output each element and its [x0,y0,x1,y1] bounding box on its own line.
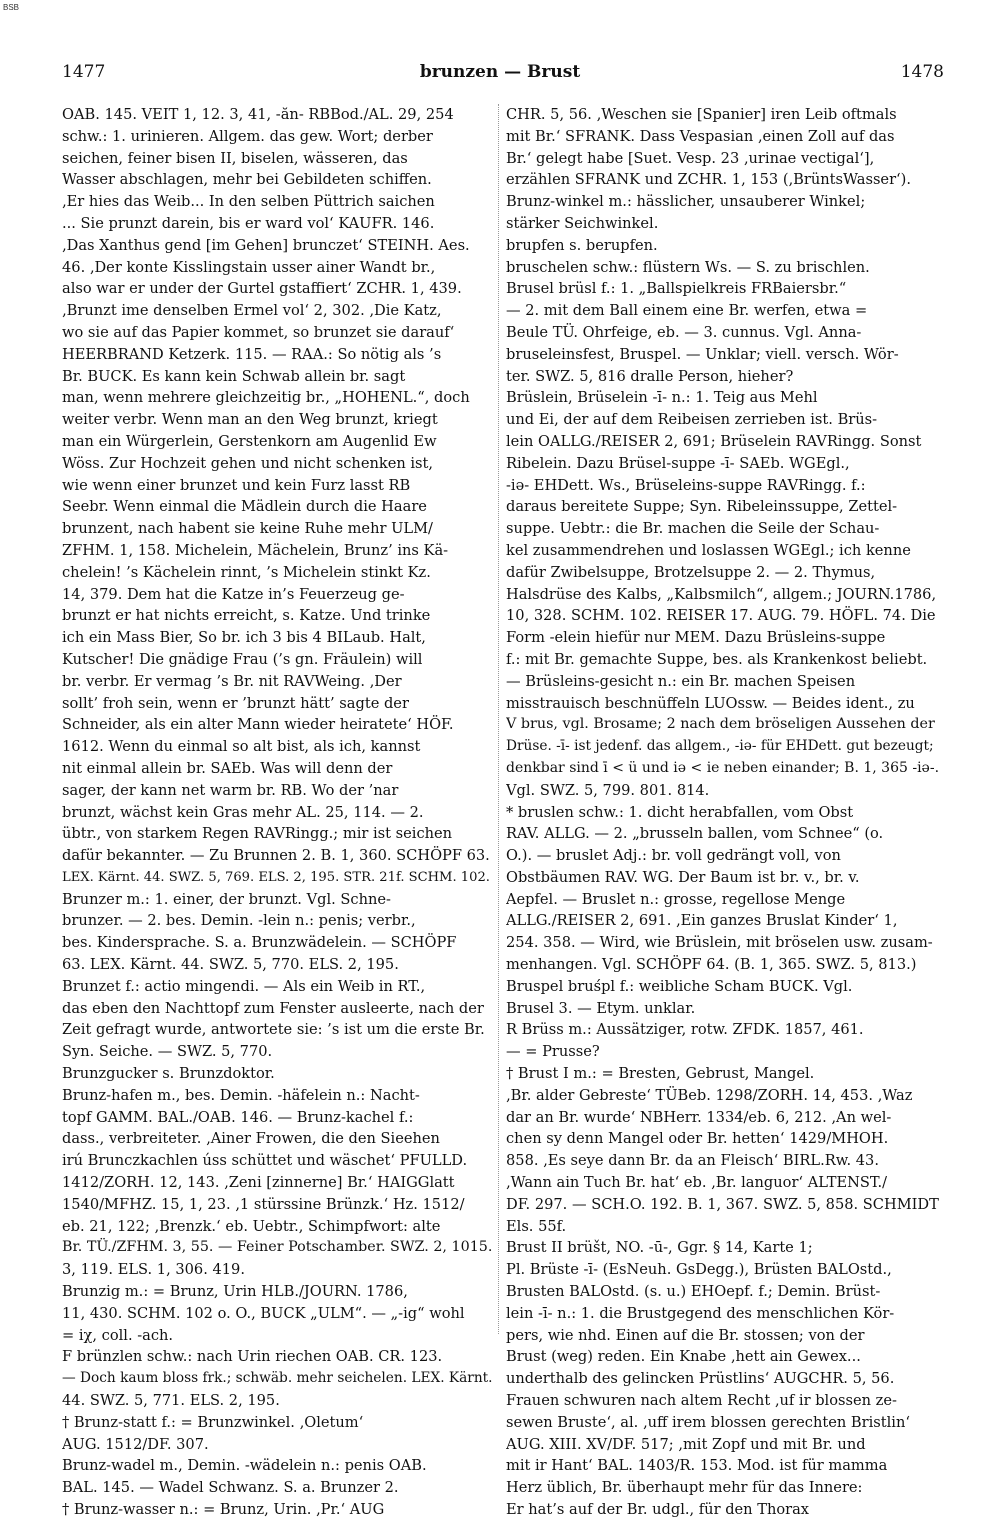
text-line: Frauen schwuren nach altem Recht ‚uf ir blossen ze- [506,1392,897,1410]
text-line: R Brüss m.: Aussätziger, rotw. ZFDK. 1857, 461. [506,1021,864,1039]
text-line: Herz üblich, Br. überhaupt mehr für das Innere: [506,1479,863,1497]
text-line: Obstbäumen RAV. WG. Der Baum ist br. v., br. v. [506,868,860,886]
text-line: lein -ī- n.: 1. die Brustgegend des menschlichen Kör- [506,1304,895,1322]
text-line: seichen, feiner bisen II, biselen, wässeren, das [62,149,408,167]
text-line: 10, 328. SCHM. 102. REISER 17. AUG. 79. HÖFL. 74. Die [506,607,936,625]
text-line: eb. 21, 122; ‚Brenzk.‘ eb. Uebtr., Schimpfwort: alte [62,1217,441,1235]
text-line: Brunz-hafen m., bes. Demin. -häfelein n.: Nacht- [62,1086,420,1104]
text-line: Brusten BALOstd. (s. u.) EHOepf. f.; Demin. Brüst- [506,1283,881,1301]
text-line: Kutscher! Die gnädige Frau (’s gn. Fräulein) will [62,650,423,668]
text-line: mit ir Hant‘ BAL. 1403/R. 153. Mod. ist für mamma [506,1457,888,1475]
text-line: Beule TÜ. Ohrfeige, eb. — 3. cunnus. Vgl. Anna- [506,323,862,341]
text-line: Brunz-winkel m.: hässlicher, unsauberer Winkel; [506,193,866,211]
text-line: AUG. 1512/DF. 307. [62,1435,209,1453]
text-line: — 2. mit dem Ball einem eine Br. werfen, etwa = [506,302,868,320]
text-line: 14, 379. Dem hat die Katze in’s Feuerzeug ge- [62,585,405,603]
text-line: ... Sie prunzt darein, bis er ward vol‘ KAUFR. 146. [62,214,435,232]
text-line: Brunzet f.: actio mingendi. — Als ein Weib in RT., [62,977,426,995]
text-line: brunzer. — 2. bes. Demin. -lein n.: penis; verbr., [62,912,416,930]
text-line: AUG. XIII. XV/DF. 517; ‚mit Zopf und mit Br. und [506,1435,866,1453]
text-line: Els. 55f. [506,1217,567,1235]
text-line: 46. ‚Der konte Kisslingstain usser ainer Wandt br., [62,258,436,276]
text-line: Syn. Seiche. — SWZ. 5, 770. [62,1043,273,1061]
text-line: Brunzgucker s. Brunzdoktor. [62,1065,275,1083]
text-line: ter. SWZ. 5, 816 dralle Person, hieher? [506,367,794,385]
text-line: irú Brunczkachlen úss schüttet und wäschet‘ PFULLD. [62,1152,468,1170]
text-line: Brunzer m.: 1. einer, der brunzt. Vgl. Schne- [62,890,391,908]
text-line: chelein! ’s Kächelein rinnt, ’s Michelein stinkt Kz. [62,563,431,581]
text-line: HEERBRAND Ketzerk. 115. — RAA.: So nötig als ’s [62,345,442,363]
text-line: 858. ‚Es seye dann Br. da an Fleisch‘ BIRL.Rw. 43. [506,1152,879,1170]
text-line: — Brüsleins-gesicht n.: ein Br. machen Speisen [506,672,856,690]
text-line: 11, 430. SCHM. 102 o. O., BUCK „ULM“. — „-ig“ wohl [62,1304,465,1322]
text-line: underthalb des gelincken Prüstlins‘ AUGCHR. 5, 56. [506,1370,895,1388]
text-line: Br.‘ gelegt habe [Suet. Vesp. 23 ‚urinae vectigal‘], [506,149,875,167]
text-line: Schneider, als ein alter Mann wieder heiratete‘ HÖF. [62,716,454,734]
text-line: Drüse. -ī- ist jedenf. das allgem., -iə- für EHDett. gut bezeugt; [506,738,934,755]
text-line: Bruspel bruśpl f.: weibliche Scham BUCK. Vgl. [506,977,853,995]
text-line: Vgl. SWZ. 5, 799. 801. 814. [506,781,710,799]
library-stamp: BSB [3,3,20,12]
text-line: Br. TÜ./ZFHM. 3, 55. — Feiner Potschamber. SWZ. 2, 1015. [62,1239,493,1256]
text-line: lein OALLG./REISER 2, 691; Brüselein RAVRingg. Sonst [506,432,922,450]
text-line: dar an Br. wurde‘ NBHerr. 1334/eb. 6, 212. ‚An wel- [506,1108,892,1126]
text-line: -iə- EHDett. Ws., Brüseleins-suppe RAVRingg. f.: [506,476,866,494]
text-line: man ein Würgerlein, Gerstenkorn am Augenlid Ew [62,432,437,450]
text-line: sollt’ froh sein, wenn er ’brunzt hätt’ sagte der [62,694,409,712]
text-line: daraus bereitete Suppe; Syn. Ribeleinssuppe, Zettel- [506,498,898,516]
text-line: CHR. 5, 56. ‚Weschen sie [Spanier] iren Leib oftmals [506,106,897,123]
text-line: † Brunz-statt f.: = Brunzwinkel. ‚Oletum‘ [62,1413,364,1431]
text-line: br. verbr. Er vermag ’s Br. nit RAVWeing. ‚Der [62,672,402,690]
text-line: schw.: 1. urinieren. Allgem. das gew. Wort; derber [62,127,433,145]
right-column [506,104,942,1521]
text-line: ‚Wann ain Tuch Br. hat‘ eb. ‚Br. languor‘ ALTENST./ [506,1174,888,1192]
text-line: OAB. 145. VEIT 1, 12. 3, 41, -ăn- RBBod./AL. 29, 254 [62,106,454,123]
text-line: topf GAMM. BAL./OAB. 146. — Brunz-kachel f.: [62,1108,414,1126]
text-line: misstrauisch beschnüffeln LUOssw. — Beides ident., zu [506,694,915,712]
text-line: brunzt er hat nichts erreicht, s. Katze. Und trinke [62,607,431,625]
text-line: Ribelein. Dazu Brüsel-suppe -ī- SAEb. WGEgl., [506,454,850,472]
text-line: † Brunz-wasser n.: = Brunz, Urin. ‚Pr.‘ AUG [62,1501,385,1518]
text-line: Wasser abschlagen, mehr bei Gebildeten schiffen. [62,171,432,189]
text-line: Er hat’s auf der Br. udgl., für den Thorax [506,1501,810,1518]
text-line: Aepfel. — Bruslet n.: grosse, regellose Menge [506,890,846,908]
page-number-left: 1477 [62,62,106,82]
page-title: brunzen — Brust [419,62,581,82]
text-line: chen sy denn Mangel oder Br. hetten‘ 1429/MHOH. [506,1130,889,1148]
text-line: dafür Zwibelsuppe, Brotzelsuppe 2. — 2. Thymus, [506,563,876,581]
text-line: sewen Bruste‘, al. ‚uff irem blossen gerechten Bristlin‘ [506,1413,910,1431]
text-line: wie wenn einer brunzet und kein Furz lasst RB [62,476,411,494]
page-number-right: 1478 [900,62,944,82]
text-line: weiter verbr. Wenn man an den Weg brunzt, kriegt [62,411,438,429]
text-line: bruschelen schw.: flüstern Ws. — S. zu brischlen. [506,258,870,276]
text-line: BAL. 145. — Wadel Schwanz. S. a. Brunzer 2. [62,1479,399,1497]
text-line: übtr., von starkem Regen RAVRingg.; mir ist seichen [62,825,453,843]
text-line: nit einmal allein br. SAEb. Was will denn der [62,759,393,777]
text-line: Seebr. Wenn einmal die Mädlein durch die Haare [62,498,427,516]
text-line: DF. 297. — SCH.O. 192. B. 1, 367. SWZ. 5, 858. SCHMIDT [506,1195,939,1213]
text-line: Brusel brüsl f.: 1. „Ballspielkreis FRBaiersbr.“ [506,280,847,298]
text-line: menhangen. Vgl. SCHÖPF 64. (B. 1, 365. SWZ. 5, 813.) [506,956,917,974]
column-divider [498,104,500,1334]
text-line: 1412/ZORH. 12, 143. ‚Zeni [zinnerne] Br.‘ HAIGGlatt [62,1174,455,1192]
text-line: 1612. Wenn du einmal so alt bist, als ich, kannst [62,738,421,756]
text-line: F brünzlen schw.: nach Urin riechen OAB. CR. 123. [62,1348,443,1366]
text-line: Halsdrüse des Kalbs, „Kalbsmilch“, allgem.; JOURN.1786, [506,585,937,603]
left-column [62,104,498,1521]
text-line: 3, 119. ELS. 1, 306. 419. [62,1261,245,1279]
text-line: Brüslein, Brüselein -ī- n.: 1. Teig aus Mehl [506,389,818,407]
text-line: Br. BUCK. Es kann kein Schwab allein br. sagt [62,367,406,385]
text-line: bruseleinsfest, Bruspel. — Unklar; viell. versch. Wör- [506,345,899,363]
text-line: bes. Kindersprache. S. a. Brunzwädelein. — SCHÖPF [62,934,457,952]
text-line: 63. LEX. Kärnt. 44. SWZ. 5, 770. ELS. 2, 195. [62,956,399,974]
text-line: brunzt, wächst kein Gras mehr AL. 25, 114. — 2. [62,803,424,821]
text-line: — Doch kaum bloss frk.; schwäb. mehr seichelen. LEX. Kärnt. [62,1370,493,1387]
text-line: ‚Er hies das Weib... In den selben Püttrich saichen [62,193,435,211]
text-line: man, wenn mehrere gleichzeitig br., „HOHENL.“, doch [62,389,470,407]
text-line: ‚Das Xanthus gend [im Gehen] brunczet‘ STEINH. Aes. [62,236,470,254]
text-line: * bruslen schw.: 1. dicht herabfallen, vom Obst [506,803,854,821]
text-line: ALLG./REISER 2, 691. ‚Ein ganzes Bruslat Kinder‘ 1, [506,912,898,930]
text-line: Brust (weg) reden. Ein Knabe ‚hett ain Gewex... [506,1348,861,1366]
text-line: sager, der kann net warm br. RB. Wo der ’nar [62,781,399,799]
text-line: — = Prusse? [506,1043,600,1061]
text-line: ZFHM. 1, 158. Michelein, Mächelein, Brunz’ ins Kä- [62,541,449,559]
text-line: ‚Br. alder Gebreste‘ TÜBeb. 1298/ZORH. 14, 453. ‚Waz [506,1086,913,1104]
text-line: stärker Seichwinkel. [506,214,659,232]
text-line: dafür bekannter. — Zu Brunnen 2. B. 1, 360. SCHÖPF 63. [62,847,490,865]
text-line: ich ein Mass Bier, So br. ich 3 bis 4 BILaub. Halt, [62,629,426,647]
text-line: LEX. Kärnt. 44. SWZ. 5, 769. ELS. 2, 195. STR. 21f. SCHM. 102. [62,869,490,885]
text-line: mit Br.‘ SFRANK. Dass Vespasian ‚einen Zoll auf das [506,127,895,145]
text-line: Zeit gefragt wurde, antwortete sie: ’s ist um die erste Br. [62,1021,485,1039]
text-line: Pl. Brüste -ī- (EsNeuh. GsDegg.), Brüsten BALOstd., [506,1261,892,1279]
text-line: f.: mit Br. gemachte Suppe, bes. als Krankenkost beliebt. [506,650,928,668]
text-line: wo sie auf das Papier kommet, so brunzet sie darauf‘ [62,323,455,341]
text-line: O.). — bruslet Adj.: br. voll gedrängt voll, von [506,847,841,865]
text-line: und Ei, der auf dem Reibeisen zerrieben ist. Brüs- [506,411,878,429]
text-line: Brusel 3. — Etym. unklar. [506,999,696,1017]
text-line: das eben den Nachttopf zum Fenster ausleerte, nach der [62,999,484,1017]
text-line: † Brust I m.: = Bresten, Gebrust, Mangel. [506,1065,815,1083]
text-line: Brust II brüšt, NO. -ū-, Ggr. § 14, Karte 1; [506,1239,813,1257]
text-line: erzählen SFRANK und ZCHR. 1, 153 (‚BrüntsWasser‘). [506,171,912,189]
text-line: 1540/MFHZ. 15, 1, 23. ‚1 stürssine Brünzk.‘ Hz. 1512/ [62,1195,465,1213]
text-line: Form -elein hiefür nur MEM. Dazu Brüsleins-suppe [506,629,886,647]
text-line: 44. SWZ. 5, 771. ELS. 2, 195. [62,1392,280,1410]
text-line: Brunzig m.: = Brunz, Urin HLB./JOURN. 1786, [62,1283,408,1301]
text-line: suppe. Uebtr.: die Br. machen die Seile der Schau- [506,520,880,538]
text-line: RAV. ALLG. — 2. „brusseln ballen, vom Schnee“ (o. [506,825,884,843]
text-line: Brunz-wadel m., Demin. -wädelein n.: penis OAB. [62,1457,427,1475]
text-line: = iχ, coll. -ach. [62,1326,174,1344]
text-line: 254. 358. — Wird, wie Brüslein, mit bröselen usw. zusam- [506,934,933,952]
text-line: ‚Brunzt ime denselben Ermel vol‘ 2, 302. ‚Die Katz, [62,302,442,320]
text-line: Wöss. Zur Hochzeit gehen und nicht schenken ist, [62,454,434,472]
text-line: V brus, vgl. Brosame; 2 nach dem bröseligen Aussehen der [506,716,935,733]
text-line: kel zusammendrehen und loslassen WGEgl.; ich kenne [506,541,911,559]
text-line: denkbar sind ī < ü und iə < ie neben einander; B. 1, 365 -iə-. [506,759,940,776]
text-line: dass., verbreiteter. ‚Ainer Frowen, die den Sieehen [62,1130,440,1148]
text-line: also war er under der Gurtel gstaffiert‘ ZCHR. 1, 439. [62,280,462,298]
text-line: brunzent, nach habent sie keine Ruhe mehr ULM/ [62,520,433,538]
text-line: brupfen s. berupfen. [506,236,658,254]
text-line: pers, wie nhd. Einen auf die Br. stossen; von der [506,1326,865,1344]
